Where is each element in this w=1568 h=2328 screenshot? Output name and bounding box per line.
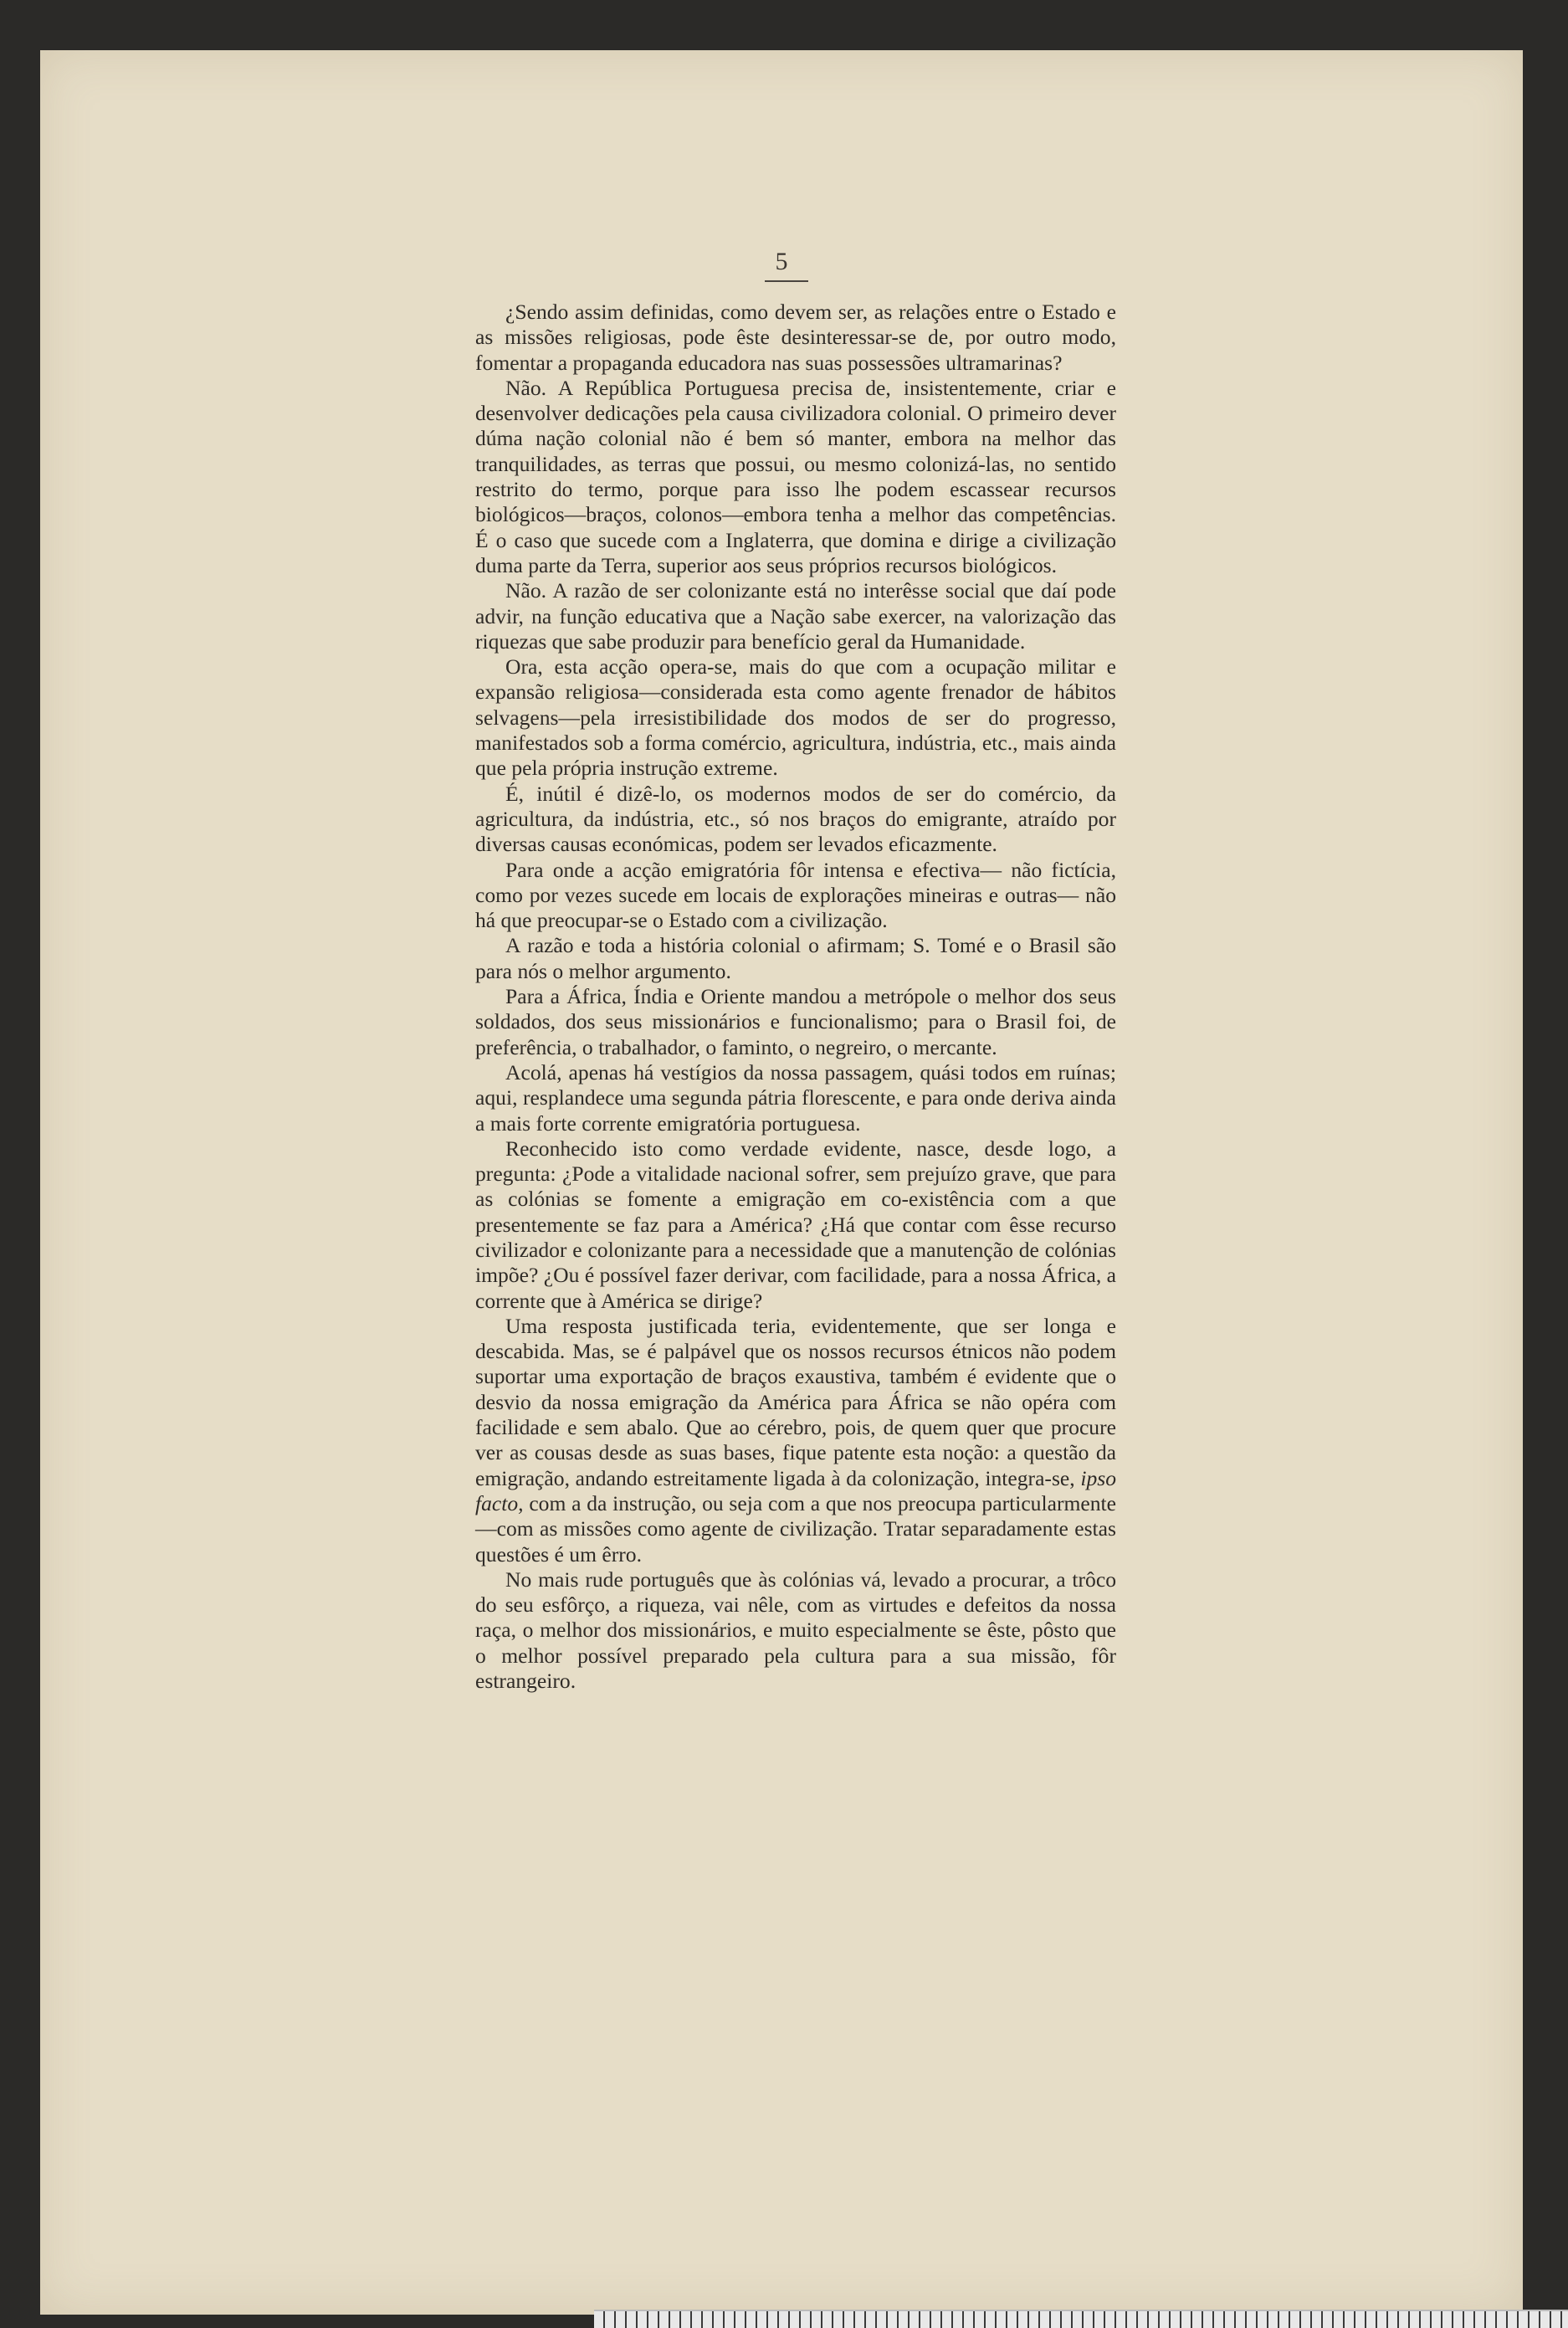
paragraph (475, 1136, 1116, 1314)
paragraph (475, 933, 1116, 984)
paragraph (475, 300, 1116, 376)
paragraph-text: Para a África, Índia e Oriente mandou a metrópole o melhor dos seus soldados, dos seus missionários e funcionalismo; para o Brasil foi, de preferência, o trabalhador, o faminto, o negreiro, o mercante. (475, 984, 1116, 1059)
paragraph-text: Não. A razão de ser colonizante está no interêsse social que daí pode advir, na função educativa que a Nação sabe exercer, na valorização das riquezas que sabe produzir para benefício geral da Humanidade. (475, 578, 1116, 654)
paragraph-text: Para onde a acção emigratória fôr intensa e efectiva— não fictícia, como por vezes sucede em locais de explorações mineiras e outras— não há que preocupar-se o Estado com a civilização. (475, 857, 1116, 933)
paragraph-text: Reconhecido isto como verdade evidente, nasce, desde logo, a pregunta: ¿Pode a vitalidade nacional sofrer, sem prejuízo grave, que para as colónias se fomente a emigração em co-existência com a que presentemente se faz para a América? ¿Há que contar com êsse recurso civilizador e colonizante para a necessidade que a manutenção de colónias impõe? ¿Ou é possível fazer derivar, com facilidade, para a nossa África, a corrente que à América se dirige? (475, 1136, 1116, 1313)
italic-text: ipso facto, (475, 1465, 1116, 1515)
paragraph (475, 376, 1116, 578)
paragraph (475, 1060, 1116, 1136)
scale-ruler (594, 2310, 1568, 2328)
paragraph (475, 782, 1116, 858)
paragraph-text: A razão e toda a história colonial o afirmam; S. Tomé e o Brasil são para nós o melhor argumento. (475, 933, 1116, 983)
paragraph-text: É, inútil é dizê-lo, os modernos modos de ser do comércio, da agricultura, da indústria, etc., só nos braços do emigrante, atraído por diversas causas económicas, podem ser levados eficazmente. (475, 781, 1116, 857)
paragraph-text: ¿Sendo assim definidas, como devem ser, as relações entre o Estado e as missões religiosas, pode êste desinteressar-se de, por outro modo, fomentar a propaganda educadora nas suas possessões ultramarinas? (475, 300, 1116, 375)
paragraph (475, 1314, 1116, 1567)
paragraph (475, 1567, 1116, 1694)
paragraph-text: Ora, esta acção opera-se, mais do que com a ocupação militar e expansão religiosa—considerada esta como agente frenador de hábitos selvagens—pela irresistibilidade dos modos de ser do progresso, manifestados sob a forma comércio, agricultura, indústria, etc., mais ainda que pela própria instrução extreme. (475, 654, 1116, 781)
paragraph-text: No mais rude português que às colónias vá, levado a procurar, a trôco do seu esfôrço, a riqueza, vai nêle, com as virtudes e defeitos da nossa raça, o melhor dos missionários, e muito especialmente se êste, pôsto que o melhor possível preparado pela cultura para a sua missão, fôr estrangeiro. (475, 1567, 1116, 1694)
paragraph (475, 984, 1116, 1060)
body-text (475, 300, 1116, 1694)
paragraph-text: Uma resposta justificada teria, evidentemente, que ser longa e descabida. Mas, se é palpável que os nossos recursos étnicos não podem suportar uma exportação de braços exaustiva, também é evidente que o desvio da nossa emigração da América para África se não opéra com facilidade e sem abalo. Que ao cérebro, pois, de quem quer que procure ver as cousas desde as suas bases, fique patente esta noção: a questão da emigração, andando estreitamente ligada à da colonização, integra-se, (475, 1313, 1116, 1490)
page-number-rule (765, 280, 808, 282)
page-number: 5 (775, 248, 788, 275)
paragraph (475, 578, 1116, 654)
document-page (40, 50, 1523, 2315)
paragraph (475, 654, 1116, 781)
paragraph-text: Acolá, apenas há vestígios da nossa passagem, quási todos em ruínas; aqui, resplandece uma segunda pátria florescente, e para onde deriva ainda a mais forte corrente emigratória portuguesa. (475, 1059, 1116, 1136)
paragraph-text: Não. A República Portuguesa precisa de, insistentemente, criar e desenvolver dedicações pela causa civilizadora colonial. O primeiro dever dúma nação colonial não é bem só manter, embora na melhor das tranquilidades, as terras que possui, ou mesmo colonizá-las, no sentido restrito do termo, porque para isso lhe podem escassear recursos biológicos—braços, colonos—embora tenha a melhor das competências. É o caso que sucede com a Inglaterra, que domina e dirige a civilização duma parte da Terra, superior aos seus próprios recursos biológicos. (475, 375, 1116, 577)
paragraph-text: com a da instrução, ou seja com a que nos preocupa particularmente—com as missões como agente de civilização. Tratar separadamente estas questões é um êrro. (475, 1490, 1116, 1567)
paragraph (475, 858, 1116, 934)
